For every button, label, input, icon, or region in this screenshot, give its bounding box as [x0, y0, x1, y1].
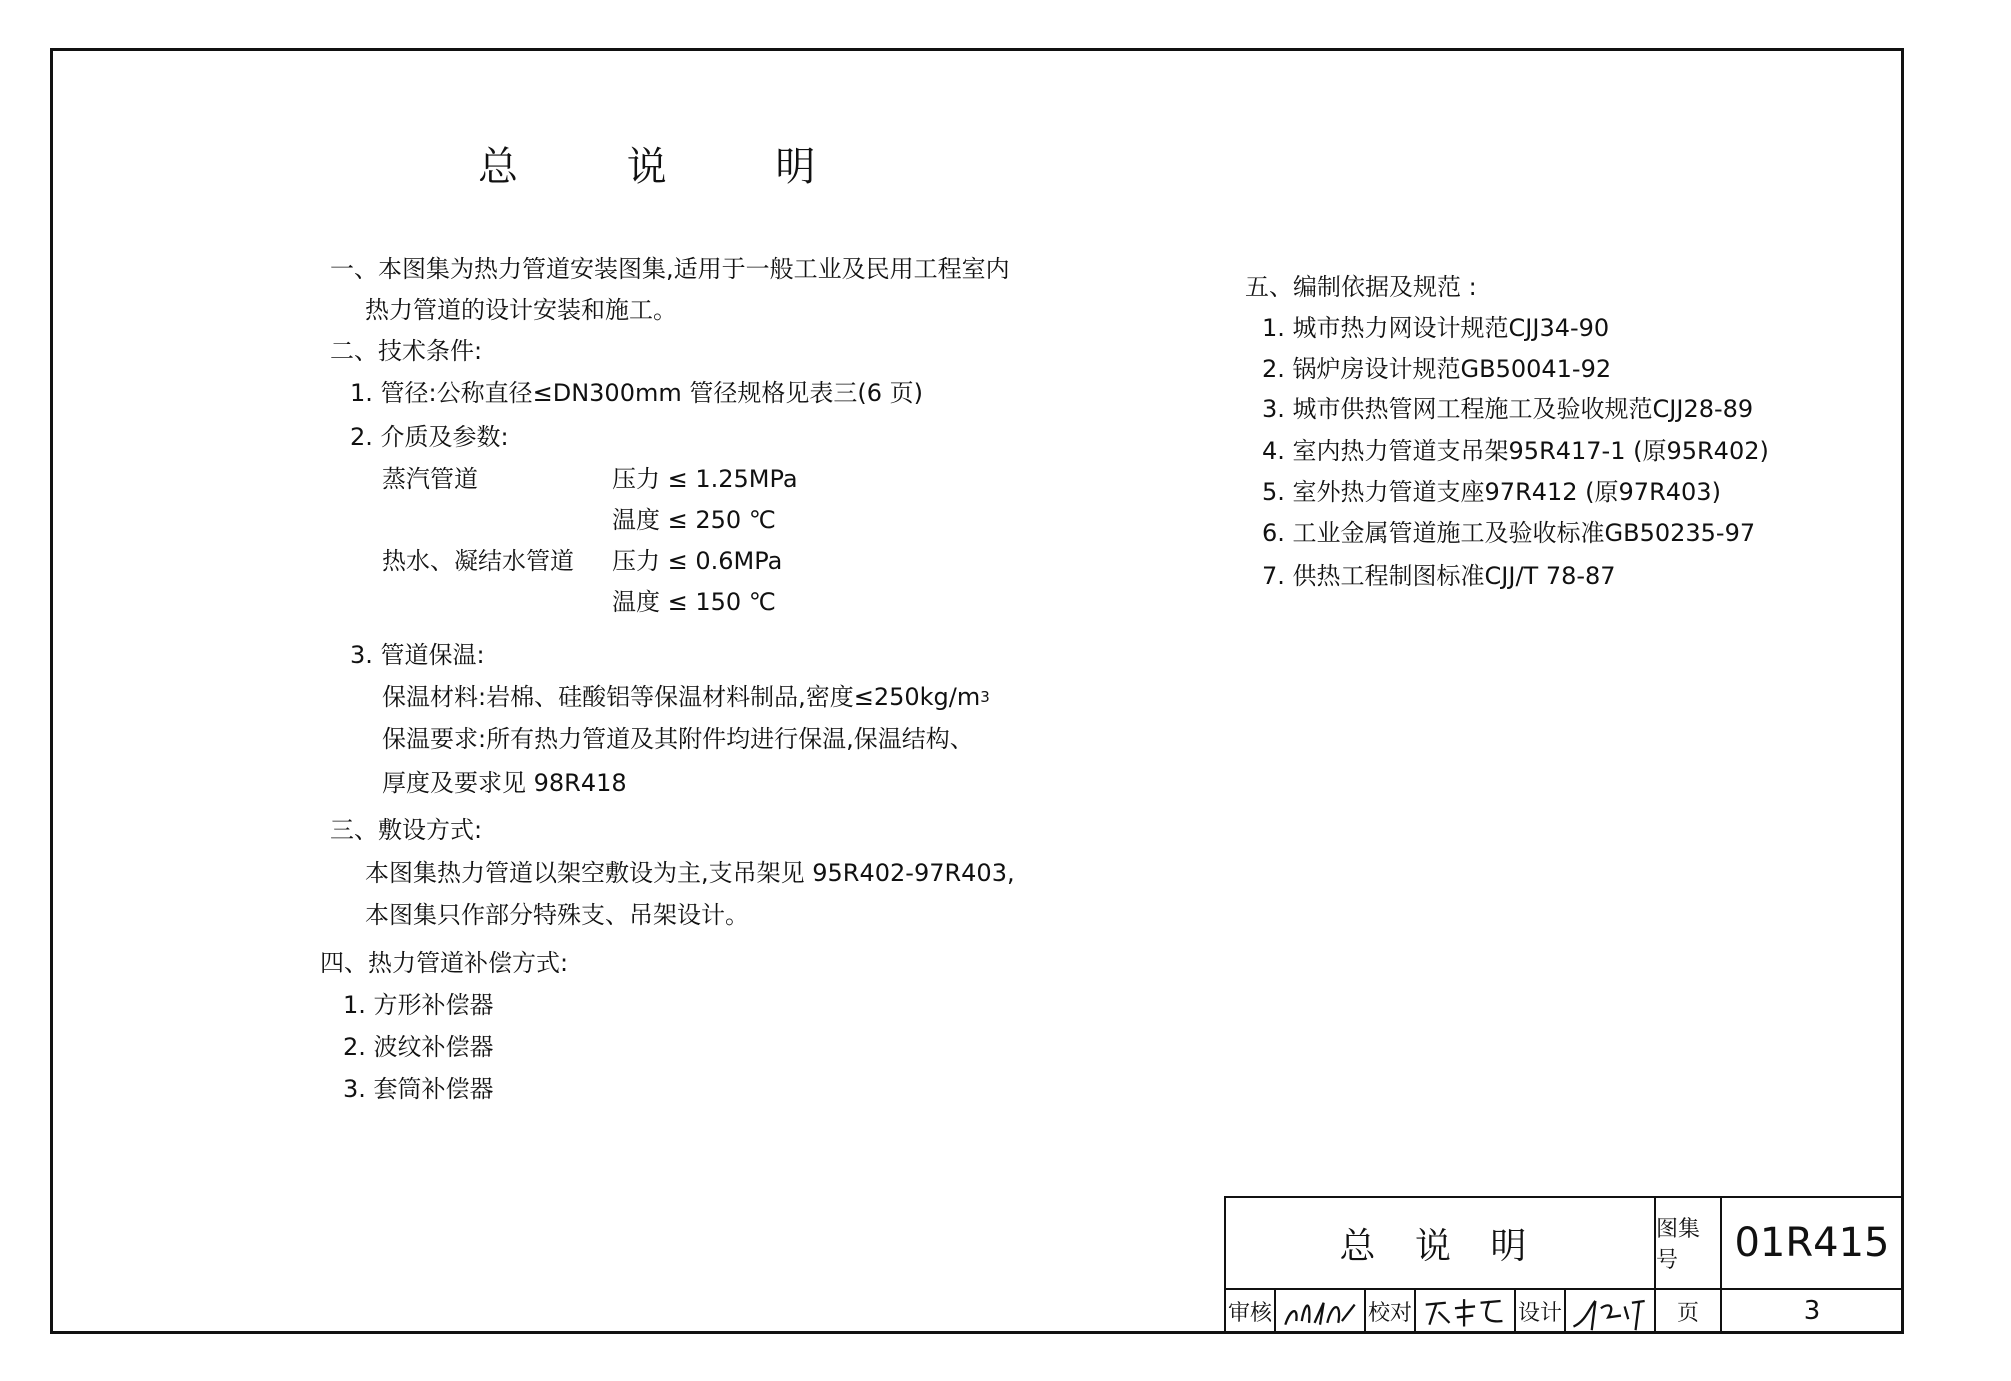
laying-line-2: 本图集只作部分特殊支、吊架设计。: [365, 901, 749, 929]
insulation-requirement-1: 保温要求:所有热力管道及其附件均进行保温,保温结构、: [382, 725, 974, 753]
superscript: 3: [980, 688, 990, 706]
param-value: 压力 ≤ 1.25MPa: [612, 465, 798, 493]
check-signature: [1414, 1288, 1516, 1334]
compensation-item: 1. 方形补偿器: [343, 991, 494, 1019]
param-medium: 热水、凝结水管道: [382, 547, 574, 575]
design-label: 设计: [1514, 1288, 1566, 1334]
insulation-requirement-2: 厚度及要求见 98R418: [382, 769, 627, 797]
standard-item: 2. 锅炉房设计规范GB50041-92: [1262, 355, 1612, 383]
page-title: 总 说 明: [478, 144, 864, 190]
compensation-item: 2. 波纹补偿器: [343, 1033, 494, 1061]
title-block: [1224, 1196, 1904, 1334]
pipe-diameter-line: 1. 管径:公称直径≤DN300mm 管径规格见表三(6 页): [350, 379, 923, 407]
standard-item: 7. 供热工程制图标准CJJ/T 78-87: [1262, 562, 1616, 590]
medium-params-heading: 2. 介质及参数:: [350, 423, 509, 451]
standard-item: 6. 工业金属管道施工及验收标准GB50235-97: [1262, 519, 1756, 547]
page-label: 页: [1654, 1288, 1722, 1334]
page-number: 3: [1720, 1288, 1904, 1334]
insulation-heading: 3. 管道保温:: [350, 641, 485, 669]
drawing-title: 总 说 明: [1224, 1196, 1656, 1290]
standards-heading: 五、编制依据及规范 :: [1245, 273, 1477, 301]
param-value: 温度 ≤ 250 ℃: [612, 506, 776, 534]
compensation-heading: 四、热力管道补偿方式:: [320, 949, 569, 977]
param-value: 温度 ≤ 150 ℃: [612, 588, 776, 616]
review-label: 审核: [1224, 1288, 1276, 1334]
param-value: 压力 ≤ 0.6MPa: [612, 547, 783, 575]
laying-heading: 三、敷设方式:: [330, 816, 483, 844]
atlas-label: 图集号: [1654, 1196, 1722, 1290]
laying-line-1: 本图集热力管道以架空敷设为主,支吊架见 95R402-97R403,: [365, 859, 1015, 887]
standard-item: 5. 室外热力管道支座97R412 (原97R403): [1262, 478, 1721, 506]
insulation-material-text: 保温材料:岩棉、硅酸铝等保温材料制品,密度≤250kg/m: [382, 683, 981, 711]
intro-line-1: 一、本图集为热力管道安装图集,适用于一般工业及民用工程室内: [330, 255, 1010, 283]
standard-item: 3. 城市供热管网工程施工及验收规范CJJ28-89: [1262, 395, 1754, 423]
compensation-item: 3. 套筒补偿器: [343, 1075, 494, 1103]
atlas-number: 01R415: [1720, 1196, 1904, 1290]
intro-line-2: 热力管道的设计安装和施工。: [365, 296, 677, 324]
design-signature: [1564, 1288, 1656, 1334]
param-medium: 蒸汽管道: [382, 465, 478, 493]
standard-item: 1. 城市热力网设计规范CJJ34-90: [1262, 314, 1610, 342]
check-label: 校对: [1364, 1288, 1416, 1334]
insulation-material: [382, 682, 990, 712]
tech-conditions-heading: 二、技术条件:: [330, 337, 483, 365]
standard-item: 4. 室内热力管道支吊架95R417-1 (原95R402): [1262, 437, 1769, 465]
review-signature: [1274, 1288, 1366, 1334]
